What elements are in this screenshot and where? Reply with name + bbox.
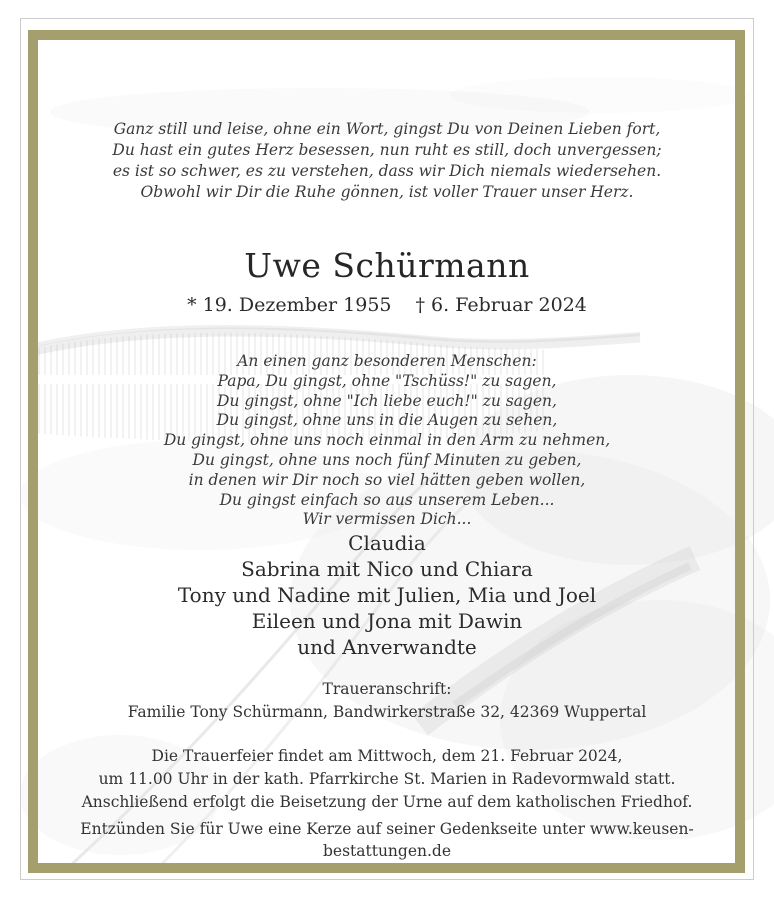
condolence-address-block — [45, 678, 729, 724]
tribute-poem-line: Du gingst, ohne "Ich liebe euch!" zu sagen, — [217, 391, 557, 410]
tribute-poem-line: An einen ganz besonderen Menschen: — [237, 352, 537, 370]
tribute-poem-line: Du gingst, ohne uns noch einmal in den Arm zu nehmen, — [163, 431, 611, 450]
tribute-poem-line: Du gingst, ohne uns noch fünf Minuten zu geben, — [192, 450, 582, 469]
tribute-poem-line: Papa, Du gingst, ohne "Tschüss!" zu sagen, — [217, 371, 557, 390]
life-dates — [45, 293, 729, 317]
opening-poem-line: es ist so schwer, es zu verstehen, dass wir Dich niemals wiedersehen. — [112, 162, 662, 180]
funeral-details — [45, 745, 729, 814]
mourner-line: Sabrina mit Nico und Chiara — [241, 557, 533, 581]
tribute-poem-line: in denen wir Dir noch so viel hätten geben wollen, — [188, 470, 586, 489]
funeral-detail-line: Die Trauerfeier findet am Mittwoch, dem 21. Februar 2024, — [151, 747, 623, 765]
funeral-detail-line: um 11.00 Uhr in der kath. Pfarrkirche St. Marien in Radevormwald statt. — [98, 770, 676, 788]
opening-poem-line: Ganz still und leise, ohne ein Wort, gingst Du von Deinen Lieben fort, — [113, 120, 661, 138]
funeral-detail-line: Anschließend erfolgt die Beisetzung der Urne auf dem katholischen Friedhof. — [81, 793, 693, 811]
tribute-poem-line: Du gingst, ohne uns in die Augen zu sehen, — [216, 411, 558, 430]
mourner-line: und Anverwandte — [297, 635, 477, 659]
tribute-poem — [45, 352, 729, 530]
mourner-line: Claudia — [348, 531, 426, 555]
memorial-candle-note: Entzünden Sie für Uwe eine Kerze auf seiner Gedenkseite unter www.keusen-bestattungen.de — [80, 820, 694, 860]
opening-poem — [45, 119, 729, 203]
condolence-address: Familie Tony Schürmann, Bandwirkerstraße 32, 42369 Wuppertal — [127, 703, 647, 721]
death-date: † 6. Februar 2024 — [415, 294, 587, 316]
mourners-list — [45, 530, 729, 660]
opening-poem-line: Obwohl wir Dir die Ruhe gönnen, ist voller Trauer unser Herz. — [140, 183, 634, 201]
condolence-label: Traueranschrift: — [322, 680, 452, 698]
tribute-poem-line: Wir vermissen Dich... — [302, 510, 472, 529]
mourner-line: Tony und Nadine mit Julien, Mia und Joel — [177, 583, 597, 607]
deceased-name: Uwe Schürmann — [244, 246, 530, 285]
tribute-poem-line: Du gingst einfach so aus unserem Leben... — [219, 490, 555, 509]
birth-date: * 19. Dezember 1955 — [187, 294, 392, 316]
opening-poem-line: Du hast ein gutes Herz besessen, nun ruht es still, doch unvergessen; — [112, 141, 662, 159]
mourner-line: Eileen und Jona mit Dawin — [251, 609, 523, 633]
